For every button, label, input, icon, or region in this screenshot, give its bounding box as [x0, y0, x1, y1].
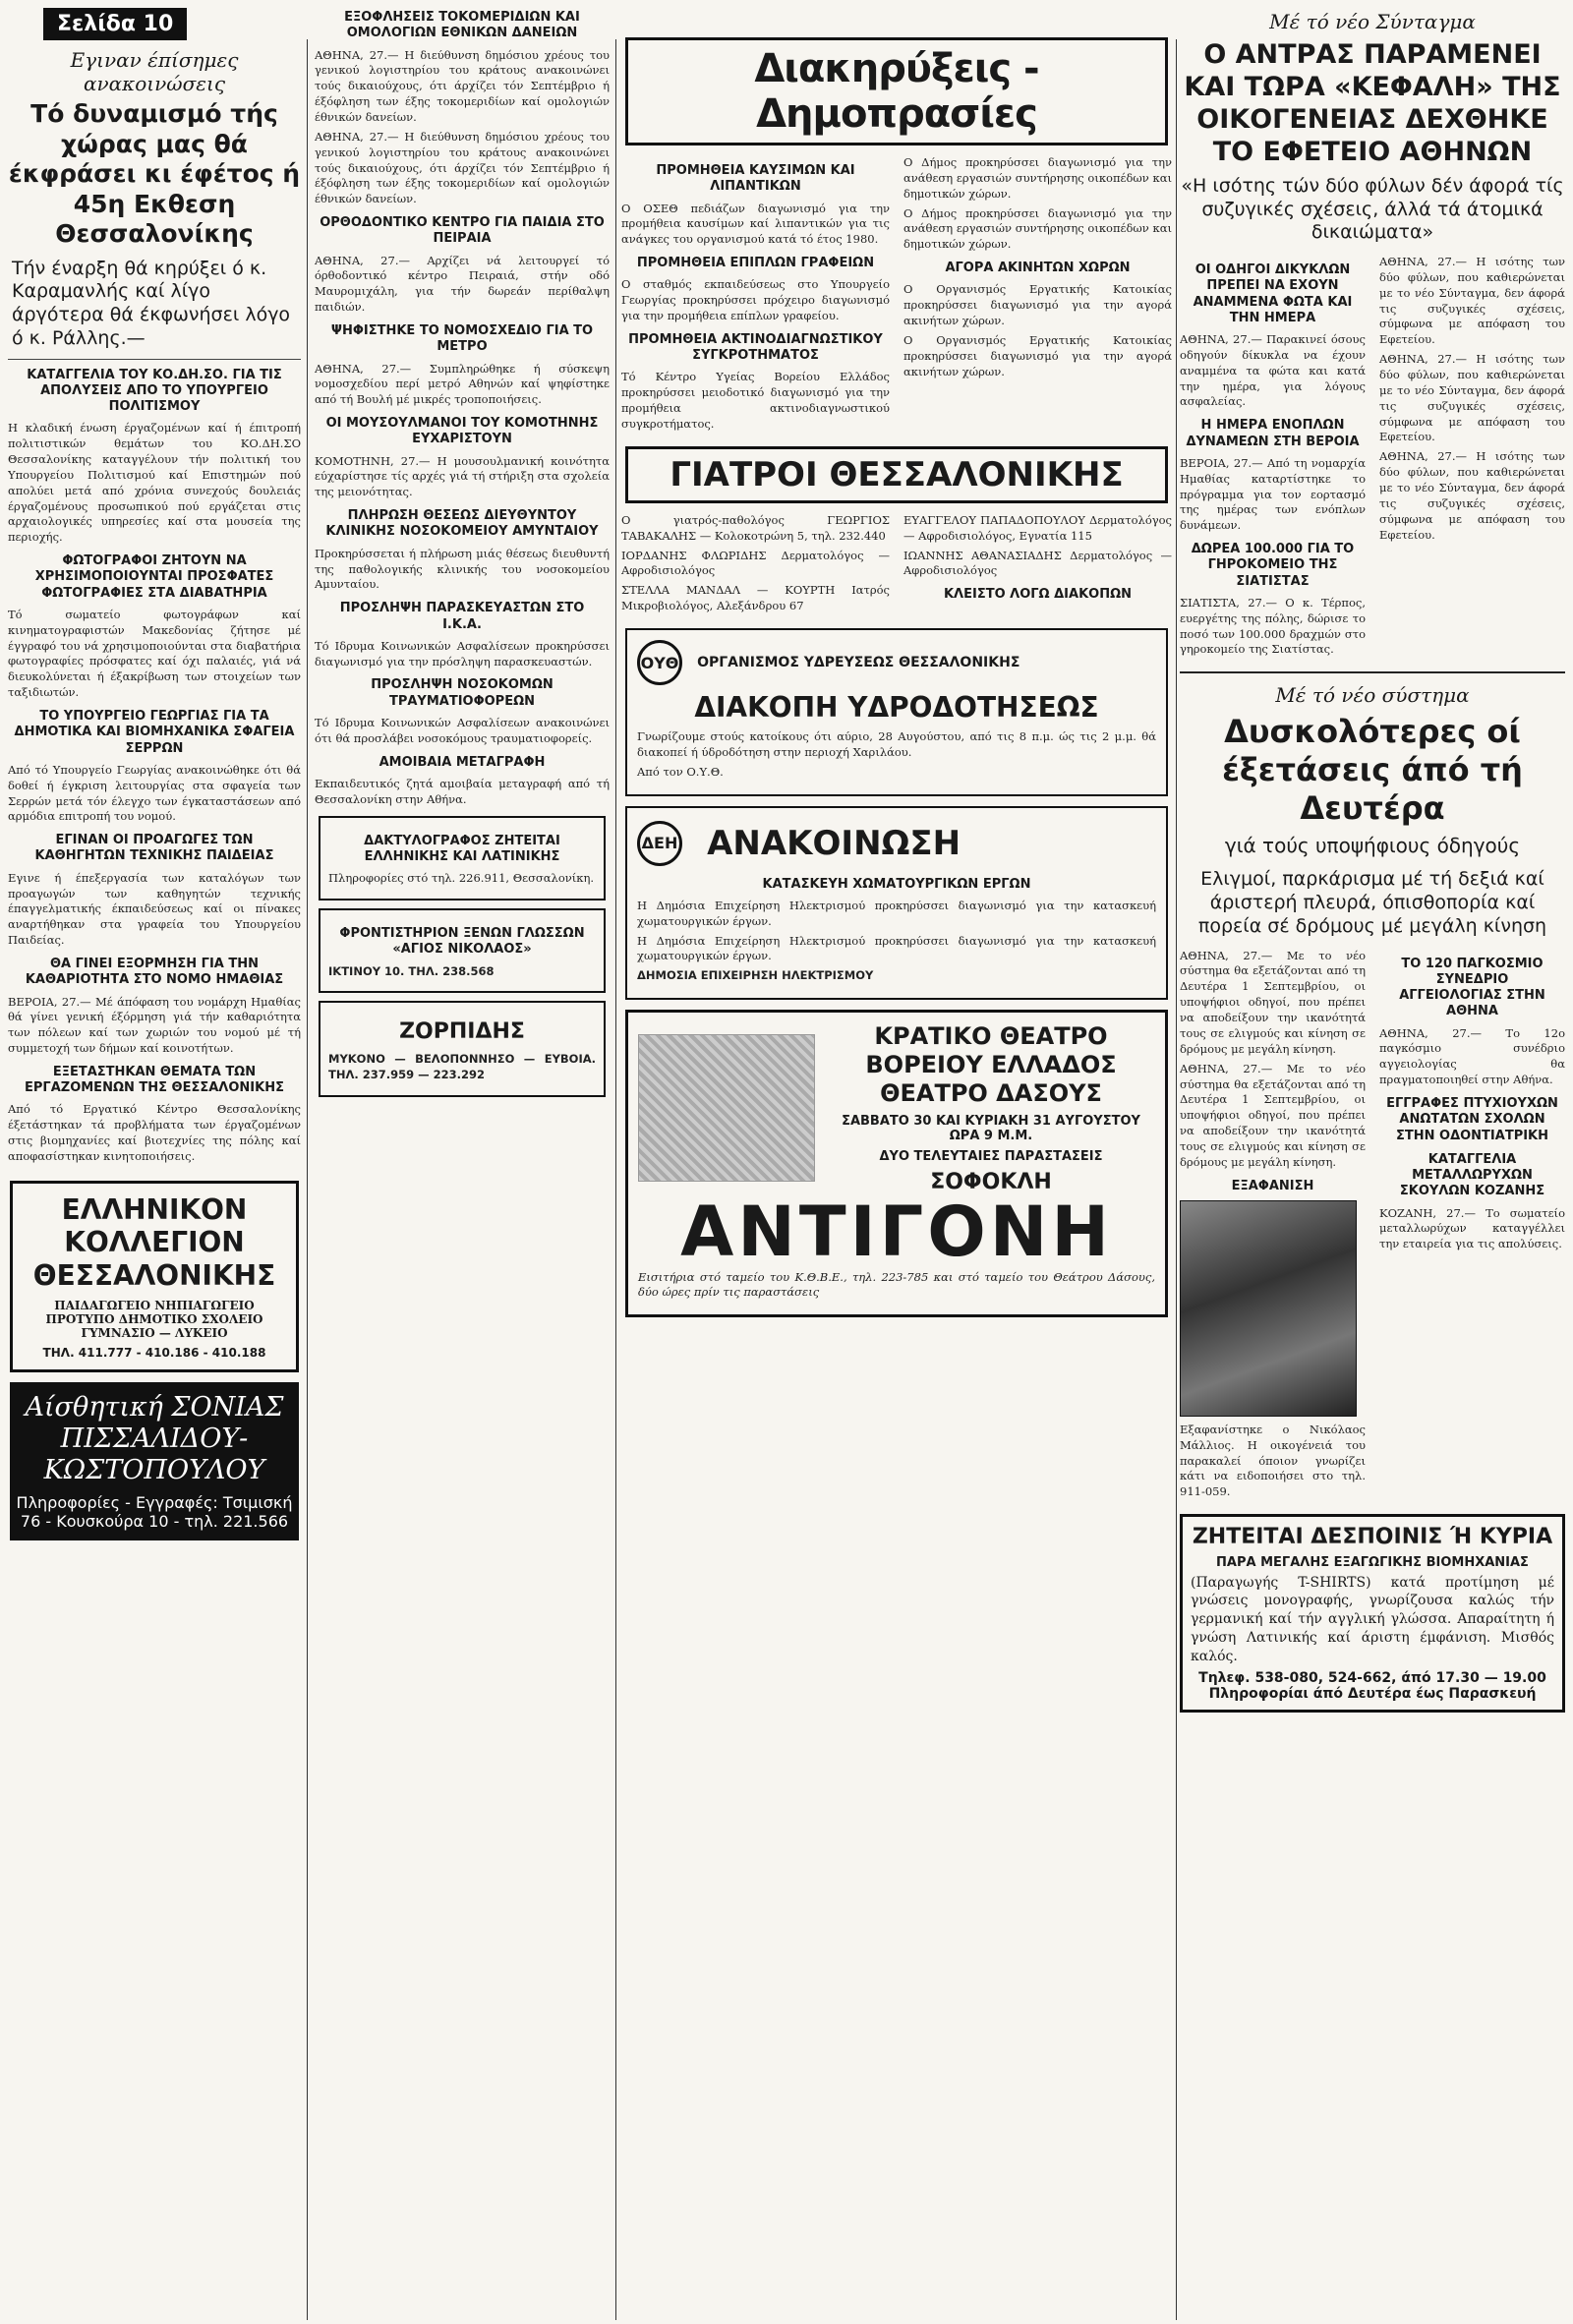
story-body: ΑΘΗΝΑ, 27.— Η ισότης των δύο φύλων, που καθιερώνεται με το νέο Σύνταγμα, δεν άφορά τις συζυγικές σχέσεις, σύμφωνα με απόφαση του Εφετείου. [1379, 255, 1565, 347]
photo-caption: ΕΞΑΦΑΝΙΣΗ [1231, 1178, 1314, 1193]
story-body: ΑΘΗΝΑ, 27.— Με το νέο σύστημα θα εξετάζονται από τη Δευτέρα 1 Σεπτεμβρίου, οι υποψήφιοι οδηγοί, που πρέπει να αποδείξουν την ικανότητά τους σε ελιγμούς και κίνηση σε δρόμους με μεγάλη κίνηση. [1180, 1061, 1366, 1169]
story-headline: ΨΗΦΙΣΤΗΚΕ ΤΟ ΝΟΜΟΣΧΕΔΙΟ ΓΙΑ ΤΟ ΜΕΤΡΟ [330, 323, 594, 355]
lead-headline: Τό δυναμισμό τής χώρας μας θά έκφράσει κι έφέτος ή 45η Εκθεση Θεσσαλονίκης [8, 99, 301, 248]
story-headline: ΟΙ ΜΟΥΣΟΥΛΜΑΝΟΙ ΤΟΥ ΚΟΜΟΤΗΝΗΣ ΕΥΧΑΡΙΣΤΟΥΝ [325, 416, 599, 447]
story-headline: ΠΡΟΜΗΘΕΙΑ ΚΑΥΣΙΜΩΝ ΚΑΙ ΛΙΠΑΝΤΙΚΩΝ [656, 163, 855, 195]
story-body: ΑΘΗΝΑ, 27.— Η ισότης των δύο φύλων, που καθιερώνεται με το νέο Σύνταγμα, δεν άφορά τις συζυγικές σχέσεις, σύμφωνα με απόφαση του Εφετείου. [1379, 449, 1565, 542]
story-headline: ΦΩΤΟΓΡΑΦΟΙ ΖΗΤΟΥΝ ΝΑ ΧΡΗΣΙΜΟΠΟΙΟΥΝΤΑΙ ΠΡΟΣΦΑΤΕΣ ΦΩΤΟΓΡΑΦΙΕΣ ΣΤΑ ΔΙΑΒΑΤΗΡΙΑ [34, 553, 274, 601]
story-headline: ΑΜΟΙΒΑΙΑ ΜΕΤΑΓΡΑΦΗ [379, 754, 546, 770]
ad-body: ΙΚΤΙΝΟΥ 10. ΤΗΛ. 238.568 [328, 963, 495, 978]
language-school-ad [319, 908, 606, 993]
beauty-school-ad [10, 1382, 299, 1540]
college-ad [10, 1181, 299, 1372]
power-utility-ad [625, 806, 1168, 1001]
story-body: ΑΘΗΝΑ, 27.— Η διεύθυνση δημόσιου χρέους του γενικού λογιστηρίου του κράτους ανακοινώνει τούς δικαιούχους, ότι άρχίζει τόν Σεπτέμβριο ή έξόφληση των έξης τοκομεριδίων καί ομολογιών έθνικών δανείων. [315, 129, 610, 206]
ad-organization: ΟΡΓΑΝΙΣΜΟΣ ΥΔΡΕΥΣΕΩΣ ΘΕΣΣΑΛΟΝΙΚΗΣ [697, 655, 1020, 670]
story-headline: ΠΛΗΡΩΣΗ ΘΕΣΕΩΣ ΔΙΕΥΘΥΝΤΟΥ ΚΛΙΝΙΚΗΣ ΝΟΣΟΚΟΜΕΙΟΥ ΑΜΥΝΤΑΙΟΥ [325, 508, 599, 540]
story-headline: ΚΑΤΑΓΓΕΛΙΑ ΜΕΤΑΛΛΩΡΥΧΩΝ ΣΚΟΥΛΩΝ ΚΟΖΑΝΗΣ [1399, 1151, 1545, 1199]
driving-kicker: Μέ τό νέο σύστημα [1275, 683, 1470, 708]
college-phone: ΤΗΛ. 411.777 - 410.186 - 410.188 [42, 1345, 266, 1360]
story-headline: ΠΡΟΣΛΗΨΗ ΝΟΣΟΚΟΜΩΝ ΤΡΑΥΜΑΤΙΟΦΟΡΕΩΝ [371, 677, 553, 709]
story-body: Ο Οργανισμός Εργατικής Κατοικίας προκηρύσσει διαγωνισμό για την αγορά ακινήτων χώρων. [903, 332, 1172, 378]
theatre-play-title: ΑΝΤΙΓΟΝΗ [680, 1191, 1113, 1272]
column-second [315, 0, 610, 2324]
page-number-label: Σελίδα 10 [43, 8, 187, 40]
story-body: ΒΕΡΟΙΑ, 27.— Μέ άπόφαση του νομάρχη Ημαθίας θά γίνει γενική έξόρμηση γιά τήν καθαριότητα των πόλεων καί των χωριών του νομού μέ τή συμμετοχή των δήμων καί κοινοτήτων. [8, 994, 301, 1056]
ad-body: Η Δημόσια Επιχείρηση Ηλεκτρισμού προκηρύσσει διαγωνισμό για την κατασκευή χωματουργικών έργων. [637, 898, 1156, 928]
ad-body: Πληροφορίες στό τηλ. 226.911, Θεσσαλονίκη. [328, 871, 594, 886]
ad-body: Η Δημόσια Επιχείρηση Ηλεκτρισμού προκηρύσσει διαγωνισμό για την κατασκευή χωματουργικών έργων. [637, 933, 1156, 963]
story-headline: ΔΩΡΕΑ 100.000 ΓΙΑ ΤΟ ΓΗΡΟΚΟΜΕΙΟ ΤΗΣ ΣΙΑΤΙΣΤΑΣ [1191, 542, 1355, 589]
college-subtitle: ΠΑΙΔΑΓΩΓΕΙΟ ΝΗΠΙΑΓΩΓΕΙΟ ΠΡΟΤΥΠΟ ΔΗΜΟΤΙΚΟ ΣΧΟΛΕΙΟ ΓΥΜΝΑΣΙΟ — ΛΥΚΕΙΟ [45, 1298, 263, 1340]
college-title: ΕΛΛΗΝΙΚΟΝ ΚΟΛΛΕΓΙΟΝ ΘΕΣΣΑΛΟΝΙΚΗΣ [32, 1192, 276, 1293]
story-body: ΑΘΗΝΑ, 27.— Με το νέο σύστημα θα εξετάζονται από τη Δευτέρα 1 Σεπτεμβρίου, οι υποψήφιοι οδηγοί, που πρέπει να αποδείξουν την ικανότητά τους σε ελιγμούς και κίνηση σε δρόμους με μεγάλη κίνηση. [1180, 948, 1366, 1056]
typist-ad [319, 816, 606, 901]
wanted-body: (Παραγωγής T-SHIRTS) κατά προτίμηση μέ γνώσεις μονογραφής, γνωρίζουσα καλώς τήν γερμανική καί τήν αγγλική γλώσσα. Απαραίτητη ή γνώση Λατινικής καί άριστη έμφάνιση. Μισθός καλός. [1191, 1574, 1554, 1665]
ad-signature: ΔΗΜΟΣΙΑ ΕΠΙΧΕΙΡΗΣΗ ΗΛΕΚΤΡΙΣΜΟΥ [637, 968, 874, 983]
story-body: Εκπαιδευτικός ζητά αμοιβαία μεταγραφή από τή Θεσσαλονίκη στην Αθήνα. [315, 776, 610, 806]
story-headline: ΤΟ 120 ΠΑΓΚΟΣΜΙΟ ΣΥΝΕΔΡΙΟ ΑΓΓΕΙΟΛΟΓΙΑΣ ΣΤΗΝ ΑΘΗΝΑ [1399, 956, 1545, 1019]
announcements-title: Διακηρύξεις - Δημοπρασίες [625, 37, 1168, 145]
ad-subtitle: ΚΑΤΑΣΚΕΥΗ ΧΩΜΑΤΟΥΡΓΙΚΩΝ ΕΡΓΩΝ [762, 876, 1031, 892]
story-body: ΑΘΗΝΑ, 27.— Η ισότης των δύο φύλων, που καθιερώνεται με το νέο Σύνταγμα, δεν άφορά τις συζυγικές σχέσεις, σύμφωνα με απόφαση του Εφετείου. [1379, 352, 1565, 444]
story-body: Ο Δήμος προκηρύσσει διαγωνισμό για την ανάθεση εργασιών συντήρησης οικοπέδων και δημοτικών χώρων. [903, 205, 1172, 252]
story-headline: ΤΟ ΥΠΟΥΡΓΕΙΟ ΓΕΩΡΓΙΑΣ ΓΙΑ ΤΑ ΔΗΜΟΤΙΚΑ ΚΑΙ ΒΙΟΜΗΧΑΝΙΚΑ ΣΦΑΓΕΙΑ ΣΕΡΡΩΝ [14, 709, 295, 756]
story-body: ΚΟΖΑΝΗ, 27.— Το σωματείο μεταλλωρύχων καταγγέλλει την εταιρεία για τις απολύσεις. [1379, 1205, 1565, 1251]
column-right [1180, 0, 1565, 2324]
story-body: Προκηρύσσεται ή πλήρωση μιάς θέσεως διευθυντή της παθολογικής κλινικής του νοσοκομείου Αμυνταίου. [315, 546, 610, 592]
doctor-listing-closed: ΚΛΕΙΣΤΟ ΛΟΓΩ ΔΙΑΚΟΠΩΝ [943, 587, 1133, 603]
ad-body: Γνωρίζουμε στούς κατοίκους ότι αύριο, 28 Αυγούστου, από τις 8 π.μ. ώς τις 2 μ.μ. θά διακοπεί ή ύδροδότηση στην περιοχή Χαριλάου. [637, 729, 1156, 759]
right-kicker: Μέ τό νέο Σύνταγμα [1269, 10, 1476, 33]
story-headline: ΕΞΟΦΛΗΣΕΙΣ ΤΟΚΟΜΕΡΙΔΙΩΝ ΚΑΙ ΟΜΟΛΟΓΙΩΝ ΕΘΝΙΚΩΝ ΔΑΝΕΙΩΝ [344, 10, 580, 41]
story-headline: ΕΓΓΡΑΦΕΣ ΠΤΥΧΙΟΥΧΩΝ ΑΝΩΤΑΤΩΝ ΣΧΟΛΩΝ ΣΤΗΝ ΟΔΟΝΤΙΑΤΡΙΚΗ [1386, 1096, 1558, 1143]
school-name: Αίσθητική ΣΟΝΙΑΣ ΠΙΣΣΑΛΙΔΟΥ-ΚΩΣΤΟΠΟΥΛΟΥ [25, 1391, 284, 1486]
theatre-subtitle: ΔΥΟ ΤΕΛΕΥΤΑΙΕΣ ΠΑΡΑΣΤΑΣΕΙΣ [879, 1148, 1103, 1164]
ad-headline: ΦΡΟΝΤΙΣΤΗΡΙΟΝ ΞΕΝΩΝ ΓΛΩΣΣΩΝ «ΑΓΙΟΣ ΝΙΚΟΛΑΟΣ» [339, 926, 585, 958]
doctors-section-title: ΓΙΑΤΡΟΙ ΘΕΣΣΑΛΟΝΙΚΗΣ [625, 446, 1168, 503]
theatre-mask-image [638, 1034, 815, 1182]
story-headline: ΑΓΟΡΑ ΑΚΙΝΗΤΩΝ ΧΩΡΩΝ [945, 261, 1131, 276]
school-info: Πληροφορίες - Εγγραφές: Τσιμισκή 76 - Κουσκούρα 10 - τηλ. 221.566 [16, 1492, 293, 1531]
theatre-author: ΣΟΦΟΚΛΗ [930, 1169, 1052, 1194]
story-body: ΒΕΡΟΙΑ, 27.— Από τη νομαρχία Ημαθίας καταρτίστηκε το πρόγραμμα για τον εορτασμό της ημέρας των ενόπλων δυνάμεων. [1180, 455, 1366, 533]
column-announcements [621, 0, 1172, 2324]
ad-body: ΜΥΚΟΝΟ — ΒΕΛΟΠΟΝΝΗΣΟ — ΕΥΒΟΙΑ. ΤΗΛ. 237.959 — 223.292 [328, 1051, 596, 1081]
theatre-date: ΣΑΒΒΑΤΟ 30 ΚΑΙ ΚΥΡΙΑΚΗ 31 ΑΥΓΟΥΣΤΟΥ ΩΡΑ 9 Μ.Μ. [842, 1113, 1140, 1143]
driving-subdeck: Ελιγμοί, παρκάρισμα μέ τή δεξιά καί άριστερή πλευρά, όπισθοπορία καί πορεία σέ δρόμους μέ μεγάλη κίνηση [1197, 868, 1547, 937]
story-body: Εγινε ή έπεξεργασία των καταλόγων των προαγωγών των καθηγητών τεχνικής έπαγγελματικής έκπαιδεύσεως καί οι πίνακες αναρτήθηκαν στα γραφεία του Υπουργείου Παιδείας. [8, 870, 301, 948]
story-headline: ΕΞΕΤΑΣΤΗΚΑΝ ΘΕΜΑΤΑ ΤΩΝ ΕΡΓΑΖΟΜΕΝΩΝ ΤΗΣ ΘΕΣΣΑΛΟΝΙΚΗΣ [25, 1064, 284, 1096]
doctor-listing: ΕΥΑΓΓΕΛΟΥ ΠΑΠΑΔΟΠΟΥΛΟΥ Δερματολόγος — Αφροδισιολόγος, Εγνατία 115 [903, 512, 1172, 543]
doctor-listing: Ο γιατρός-παθολόγος ΓΕΩΡΓΙΟΣ ΤΑΒΑΚΑΛΗΣ — Κολοκοτρώνη 5, τηλ. 232.440 [621, 512, 890, 543]
water-utility-logo-icon: ΟΥΘ [637, 640, 682, 685]
lead-kicker: Εγιναν έπίσημες ανακοινώσεις [70, 48, 239, 95]
water-utility-ad [625, 628, 1168, 796]
doctor-listing: ΣΤΕΛΛΑ ΜΑΝΔΑΛ — ΚΟΥΡΤΗ Ιατρός Μικροβιολόγος, Αλεξάνδρου 67 [621, 583, 890, 613]
story-body: ΑΘΗΝΑ, 27.— Το 12ο παγκόσμιο συνέδριο αγγειολογίας θα πραγματοποιηθεί στην Αθήνα. [1379, 1025, 1565, 1087]
lead-deck: Τήν έναρξη θά κηρύξει ό κ. Καραμανλής καί λίγο άργότερα θά έκφωνήσει λόγο ό κ. Ράλλης.— [12, 257, 291, 349]
story-headline: ΟΙ ΟΔΗΓΟΙ ΔΙΚΥΚΛΩΝ ΠΡΕΠΕΙ ΝΑ ΕΧΟΥΝ ΑΝΑΜΜΕΝΑ ΦΩΤΑ ΚΑΙ ΤΗΝ ΗΜΕΡΑ [1193, 262, 1353, 325]
job-wanted-ad [1180, 1514, 1565, 1713]
story-headline: ΚΑΤΑΓΓΕΛΙΑ ΤΟΥ ΚΟ.ΔΗ.ΣΟ. ΓΙΑ ΤΙΣ ΑΠΟΛΥΣΕΙΣ ΑΠΟ ΤΟ ΥΠΟΥΡΓΕΙΟ ΠΟΛΙΤΙΣΜΟΥ [27, 367, 282, 414]
story-headline: ΠΡΟΣΛΗΨΗ ΠΑΡΑΣΚΕΥΑΣΤΩΝ ΣΤΟ Ι.Κ.Α. [339, 601, 585, 632]
story-body: Ο ΟΣΕΘ πεδιάζων διαγωνισμό για την προμήθεια καυσίμων καί λιπαντικών για τις ανάγκες του οργανισμού κατά τό έτος 1980. [621, 201, 890, 247]
story-body: Ο Δήμος προκηρύσσει διαγωνισμό για την ανάθεση εργασιών συντήρησης οικοπέδων και δημοτικών χώρων. [903, 155, 1172, 201]
story-headline: ΠΡΟΜΗΘΕΙΑ ΕΠΙΠΛΩΝ ΓΡΑΦΕΙΩΝ [636, 256, 875, 271]
wanted-subtitle: ΠΑΡΑ ΜΕΓΑΛΗΣ ΕΞΑΓΩΓΙΚΗΣ ΒΙΟΜΗΧΑΝΙΑΣ [1216, 1554, 1529, 1570]
ad-headline: ΔΑΚΤΥΛΟΓΡΑΦΟΣ ΖΗΤΕΙΤΑΙ ΕΛΛΗΝΙΚΗΣ ΚΑΙ ΛΑΤΙΝΙΚΗΣ [364, 833, 560, 864]
story-body: Τό Ιδρυμα Κοινωνικών Ασφαλίσεων προκηρύσσει διαγωνισμό για την πρόσληψη παρασκευαστών. [315, 638, 610, 668]
theatre-org: ΚΡΑΤΙΚΟ ΘΕΑΤΡΟ ΒΟΡΕΙΟΥ ΕΛΛΑΔΟΣ ΘΕΑΤΡΟ ΔΑΣΟΥΣ [865, 1022, 1117, 1107]
story-body: ΚΟΜΟΤΗΝΗ, 27.— Η μουσουλμανική κοινότητα εύχαρίστησε τίς αρχές γιά τή στήριξη στα σχολεία της μειονότητας. [315, 453, 610, 499]
right-headline: Ο ΑΝΤΡΑΣ ΠΑΡΑΜΕΝΕΙ ΚΑΙ ΤΩΡΑ «ΚΕΦΑΛΗ» ΤΗΣ ΟΙΚΟΓΕΝΕΙΑΣ ΔΕΧΘΗΚΕ ΤΟ ΕΦΕΤΕΙΟ ΑΘΗΝΩΝ [1184, 39, 1561, 167]
story-body: Τό σωματείο φωτογράφων καί κινηματογραφιστών Μακεδονίας ζήτησε μέ έγγραφό του νά χρησιμοποιούνται στα διαβατήρια φωτογραφίες πρόσφατες καί όχι παλαιές, γιά νά διευκολύνεται ή έξακρίβωση των στοιχείων των ταξιδιωτών. [8, 607, 301, 700]
missing-person-text: Εξαφανίστηκε ο Νικόλαος Μάλλιος. Η οικογένειά του παρακαλεί όποιον γνωρίζει κάτι να ειδοποιήσει στο τηλ. 911-059. [1180, 1422, 1366, 1499]
travel-ad [319, 1001, 606, 1096]
story-headline: ΘΑ ΓΙΝΕΙ ΕΞΟΡΜΗΣΗ ΓΙΑ ΤΗΝ ΚΑΘΑΡΙΟΤΗΤΑ ΣΤΟ ΝΟΜΟ ΗΜΑΘΙΑΣ [25, 957, 284, 988]
driving-headline: Δυσκολότερες οί έξετάσεις άπό τή Δευτέρα [1222, 713, 1523, 828]
right-deck: «Η ισότης τών δύο φύλων δέν άφορά τίς συζυγικές σχέσεις, άλλά τά άτομικά δικαιώματα» [1181, 174, 1564, 244]
theatre-info: Εισιτήρια στό ταμείο του Κ.Θ.Β.Ε., τηλ. 223-785 και στό ταμείο του Θεάτρου Δάσους, δύο ώρες πρίν τις παραστάσεις [638, 1269, 1155, 1300]
ad-title: ΔΙΑΚΟΠΗ ΥΔΡΟΔΟΤΗΣΕΩΣ [694, 691, 1099, 724]
column-divider [615, 39, 616, 2320]
column-divider [1176, 39, 1177, 2320]
theatre-ad [625, 1010, 1168, 1317]
ad-title: ΑΝΑΚΟΙΝΩΣΗ [707, 823, 961, 863]
story-headline: ΠΡΟΜΗΘΕΙΑ ΑΚΤΙΝΟΔΙΑΓΝΩΣΤΙΚΟΥ ΣΥΓΚΡΟΤΗΜΑΤΟΣ [628, 331, 883, 364]
story-body: ΑΘΗΝΑ, 27.— Συμπληρώθηκε ή σύσκεψη νομοσχεδίου περί μετρό Αθηνών καί ψηφίστηκε από τή Βουλή μέ μικρές τροποποιήσεις. [315, 361, 610, 407]
story-body: Από τό Υπουργείο Γεωργίας ανακοινώθηκε ότι θά δοθεί ή έγκριση λειτουργίας στα σφαγεία των Σερρών μετά τόν έλεγχο των έγκαταστάσεων από αρμόδια επιτροπή του νομού. [8, 762, 301, 824]
story-headline: ΟΡΘΟΔΟΝΤΙΚΟ ΚΕΝΤΡΟ ΓΙΑ ΠΑΙΔΙΑ ΣΤΟ ΠΕΙΡΑΙΑ [320, 215, 605, 247]
missing-person-photo [1180, 1200, 1357, 1417]
story-body: Από τό Εργατικό Κέντρο Θεσσαλονίκης έξετάστηκαν τά προβλήματα των έργαζομένων στις βιομηχανίες καί βιοτεχνίες της πόλης καί αποφασίστηκαν κινητοποιήσεις. [8, 1102, 301, 1164]
story-body: ΣΙΑΤΙΣΤΑ, 27.— Ο κ. Τέρπος, ευεργέτης της πόλης, δώρισε το ποσό των 100.000 δραχμών στο γηροκομείο της Σιατίστας. [1180, 595, 1366, 657]
story-body: Τό Ιδρυμα Κοινωνικών Ασφαλίσεων ανακοινώνει ότι θά προσλάβει νοσοκόμους τραυματιοφορείς. [315, 715, 610, 745]
ad-signature: Από τον Ο.Υ.Θ. [637, 764, 724, 779]
story-body: Η κλαδική ένωση έργαζομένων καί ή έπιτροπή πολιτιστικών θεμάτων του ΚΟ.ΔΗ.ΣΟ Θεσσαλονίκης καταγγέλουν τήν πολιτική του Υπουργείου Πολιτισμού καί Επιστημών πού απολύει μετά από χρόνια συνεχούς δουλειάς έργαζομένους προσωπικού πού εργάζεται στις αρχαιολογικές υπηρεσίες καί στα μουσεία της περιοχής. [8, 421, 301, 545]
doctor-listing: ΙΩΑΝΝΗΣ ΑΘΑΝΑΣΙΑΔΗΣ Δερματολόγος — Αφροδισιολόγος [903, 548, 1172, 578]
doctor-listing: ΙΟΡΔΑΝΗΣ ΦΛΩΡΙΔΗΣ Δερματολόγος — Αφροδισιολόγος [621, 548, 890, 578]
ad-headline: ΖΟΡΠΙΔΗΣ [399, 1019, 525, 1045]
wanted-headline: ΖΗΤΕΙΤΑΙ ΔΕΣΠΟΙΝΙΣ Ή ΚΥΡΙΑ [1192, 1525, 1553, 1550]
story-body: ΑΘΗΝΑ, 27.— Αρχίζει νά λειτουργεί τό όρθοδοντικό κέντρο Πειραιά, στήν οδό Μαυρομιχάλη, για τήν δωρεάν περίθαλψη παιδιών. [315, 253, 610, 315]
story-body: Ο Οργανισμός Εργατικής Κατοικίας προκηρύσσει διαγωνισμό για την αγορά ακινήτων χώρων. [903, 282, 1172, 328]
story-body: Τό Κέντρο Υγείας Βορείου Ελλάδος προκηρύσσει μειοδοτικό διαγωνισμό για την προμήθεια ακτινοδιαγνωστικού συγκροτήματος. [621, 370, 890, 431]
power-utility-logo-icon: ΔΕΗ [637, 821, 682, 866]
story-body: Ο σταθμός εκπαιδεύσεως στο Υπουργείο Γεωργίας προκηρύσσει πρόχειρο διαγωνισμό για την προμήθεια επίπλων γραφείου. [621, 277, 890, 323]
driving-deck: γιά τούς υποψήφιους όδηγούς [1224, 834, 1521, 858]
story-headline: ΕΓΙΝΑΝ ΟΙ ΠΡΟΑΓΩΓΕΣ ΤΩΝ ΚΑΘΗΓΗΤΩΝ ΤΕΧΝΙΚΗΣ ΠΑΙΔΕΙΑΣ [34, 833, 274, 864]
story-body: ΑΘΗΝΑ, 27.— Παρακινεί όσους οδηγούν δίκυκλα να έχουν αναμμένα τα φώτα και κατά την ημέρα, για λόγους ασφαλείας. [1180, 332, 1366, 409]
wanted-phone: Τηλεφ. 538-080, 524-662, άπό 17.30 — 19.00 Πληροφορίαι άπό Δευτέρα έως Παρασκευή [1198, 1670, 1546, 1703]
column-left [8, 0, 301, 2324]
story-headline: Η ΗΜΕΡΑ ΕΝΟΠΛΩΝ ΔΥΝΑΜΕΩΝ ΣΤΗ ΒΕΡΟΙΑ [1186, 418, 1360, 449]
column-divider [307, 39, 308, 2320]
story-body: ΑΘΗΝΑ, 27.— Η διεύθυνση δημόσιου χρέους του γενικού λογιστηρίου του κράτους ανακοινώνει τούς δικαιούχους, ότι άρχίζει τόν Σεπτέμβριο ή έξόφληση των έξης τοκομεριδίων καί ομολογιών έθνικών δανείων. [315, 47, 610, 124]
